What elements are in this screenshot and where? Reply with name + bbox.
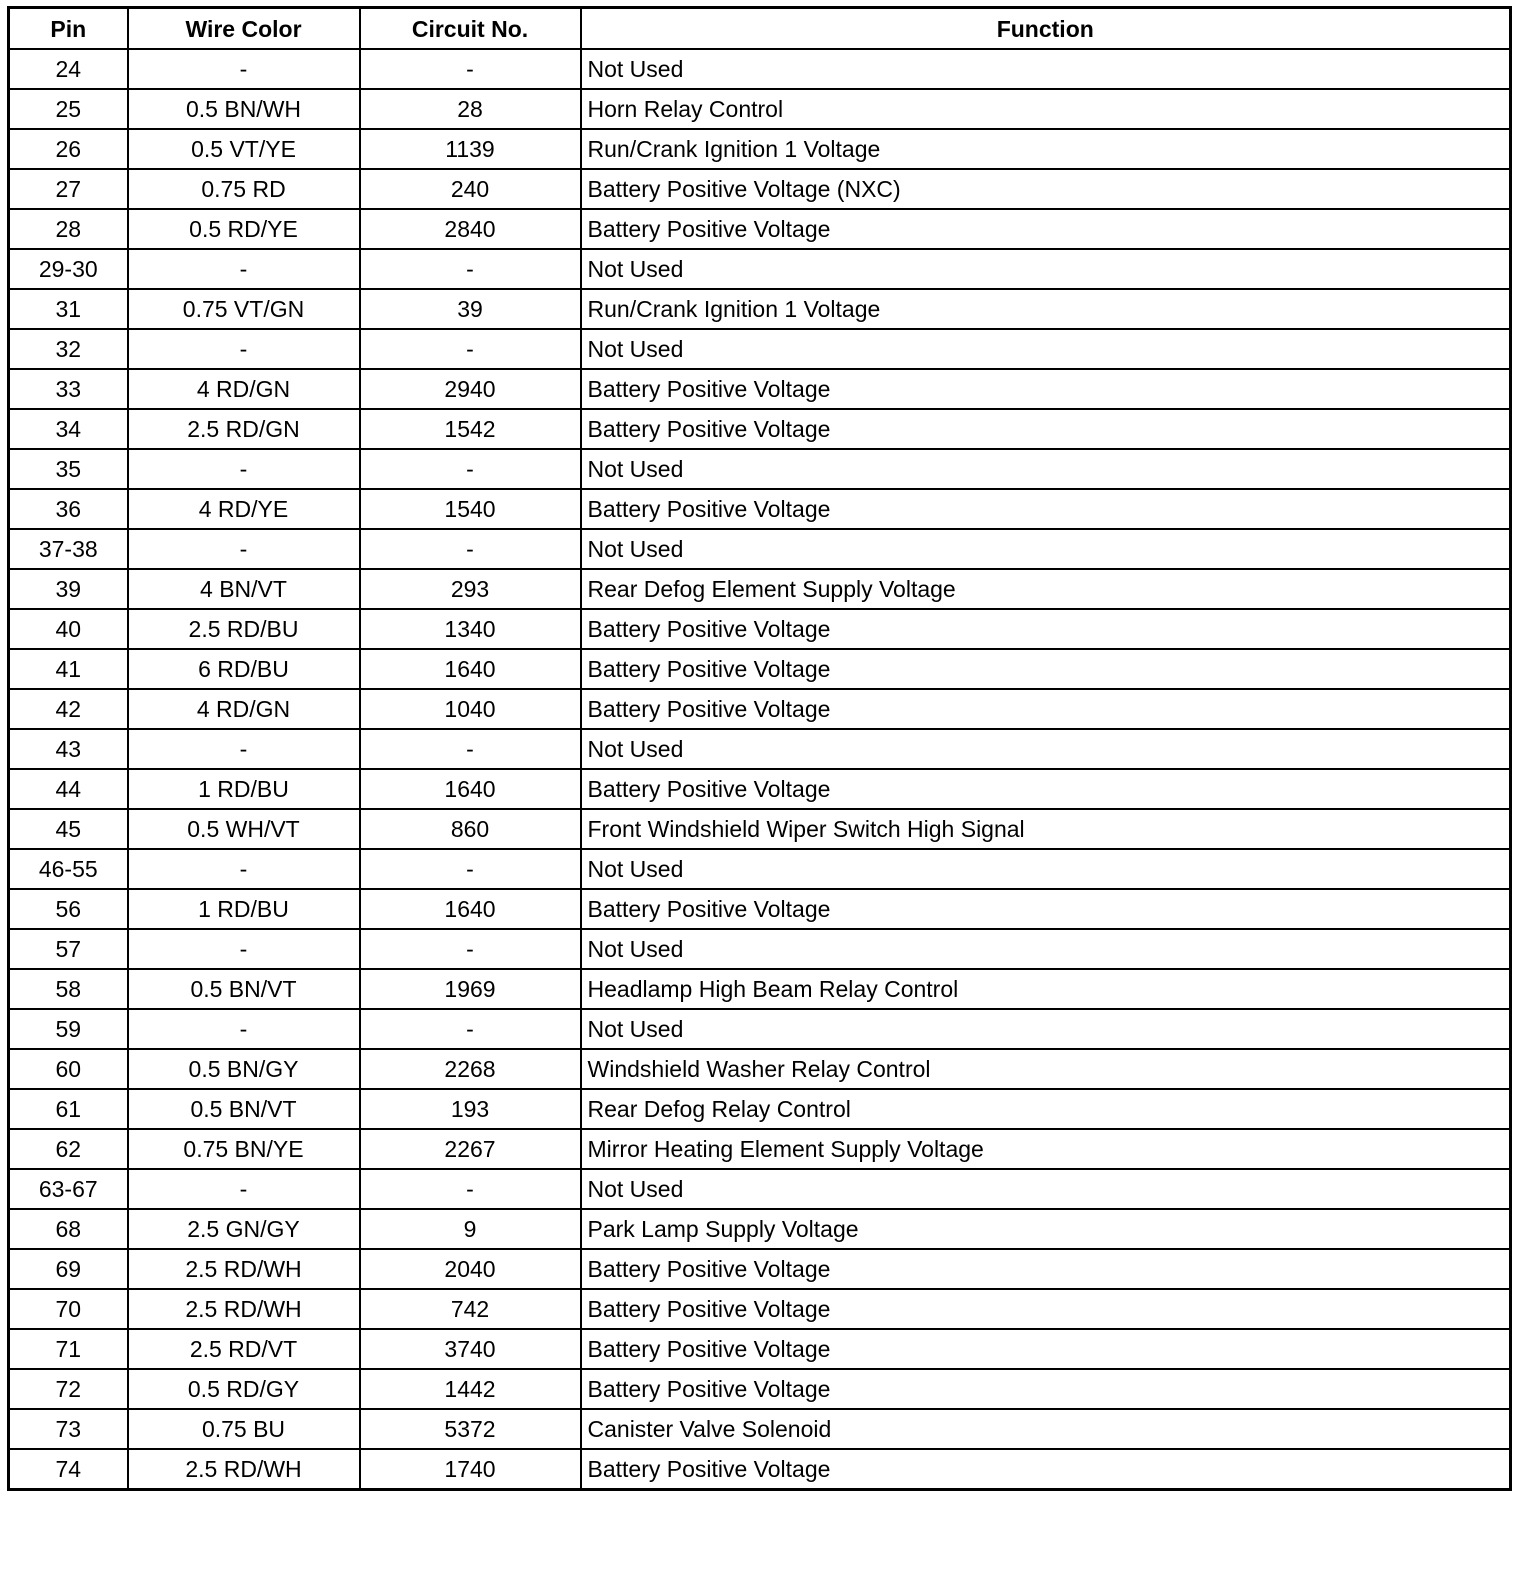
table-row: [9, 1449, 1511, 1490]
table-row: [9, 209, 1511, 249]
table-row: [9, 889, 1511, 929]
circuit-no-cell: -: [360, 249, 581, 289]
pin-cell: 60: [9, 1049, 128, 1089]
function-cell: Battery Positive Voltage: [581, 489, 1511, 529]
function-cell: Battery Positive Voltage: [581, 889, 1511, 929]
pin-cell: 36: [9, 489, 128, 529]
table-row: [9, 289, 1511, 329]
circuit-no-cell: 1969: [360, 969, 581, 1009]
wire-color-cell: 0.5 WH/VT: [128, 809, 360, 849]
table-row: [9, 809, 1511, 849]
wire-color-cell: -: [128, 729, 360, 769]
table-row: [9, 769, 1511, 809]
circuit-no-cell: -: [360, 729, 581, 769]
wire-color-cell: 6 RD/BU: [128, 649, 360, 689]
pin-cell: 34: [9, 409, 128, 449]
function-cell: Battery Positive Voltage: [581, 649, 1511, 689]
pin-cell: 41: [9, 649, 128, 689]
function-cell: Run/Crank Ignition 1 Voltage: [581, 129, 1511, 169]
function-cell: Battery Positive Voltage: [581, 1449, 1511, 1490]
pin-cell: 43: [9, 729, 128, 769]
circuit-no-cell: 240: [360, 169, 581, 209]
table-row: [9, 609, 1511, 649]
table-row: [9, 1129, 1511, 1169]
circuit-no-cell: -: [360, 449, 581, 489]
pin-cell: 74: [9, 1449, 128, 1490]
function-cell: Not Used: [581, 249, 1511, 289]
function-cell: Not Used: [581, 1009, 1511, 1049]
table-row: [9, 1089, 1511, 1129]
circuit-no-cell: 28: [360, 89, 581, 129]
circuit-no-cell: 39: [360, 289, 581, 329]
wire-color-cell: 0.5 RD/YE: [128, 209, 360, 249]
function-cell: Battery Positive Voltage: [581, 1329, 1511, 1369]
pin-cell: 32: [9, 329, 128, 369]
table-row: [9, 689, 1511, 729]
wire-color-cell: 2.5 RD/WH: [128, 1249, 360, 1289]
table-row: [9, 1249, 1511, 1289]
function-cell: Headlamp High Beam Relay Control: [581, 969, 1511, 1009]
function-cell: Not Used: [581, 729, 1511, 769]
function-cell: Battery Positive Voltage: [581, 1369, 1511, 1409]
circuit-no-cell: 860: [360, 809, 581, 849]
table-row: [9, 449, 1511, 489]
table-row: [9, 649, 1511, 689]
pin-cell: 73: [9, 1409, 128, 1449]
pin-cell: 58: [9, 969, 128, 1009]
circuit-no-cell: 1040: [360, 689, 581, 729]
pin-cell: 71: [9, 1329, 128, 1369]
circuit-no-cell: 1740: [360, 1449, 581, 1490]
table-row: [9, 529, 1511, 569]
table-row: [9, 929, 1511, 969]
function-cell: Battery Positive Voltage: [581, 769, 1511, 809]
wire-color-cell: 1 RD/BU: [128, 769, 360, 809]
function-cell: Windshield Washer Relay Control: [581, 1049, 1511, 1089]
circuit-no-cell: -: [360, 1169, 581, 1209]
wire-color-cell: 4 RD/GN: [128, 689, 360, 729]
pin-cell: 40: [9, 609, 128, 649]
wire-color-cell: 0.75 VT/GN: [128, 289, 360, 329]
circuit-no-cell: 742: [360, 1289, 581, 1329]
header-circuit-no: Circuit No.: [360, 8, 581, 50]
wire-color-cell: 0.5 RD/GY: [128, 1369, 360, 1409]
function-cell: Run/Crank Ignition 1 Voltage: [581, 289, 1511, 329]
wire-color-cell: 2.5 RD/BU: [128, 609, 360, 649]
wire-color-cell: 0.5 BN/WH: [128, 89, 360, 129]
table-row: [9, 1289, 1511, 1329]
pin-cell: 26: [9, 129, 128, 169]
header-pin: Pin: [9, 8, 128, 50]
wire-color-cell: 0.75 BN/YE: [128, 1129, 360, 1169]
pin-cell: 39: [9, 569, 128, 609]
function-cell: Canister Valve Solenoid: [581, 1409, 1511, 1449]
table-row: [9, 129, 1511, 169]
circuit-no-cell: 5372: [360, 1409, 581, 1449]
pin-cell: 31: [9, 289, 128, 329]
table-row: [9, 1209, 1511, 1249]
function-cell: Battery Positive Voltage: [581, 1249, 1511, 1289]
pin-cell: 45: [9, 809, 128, 849]
pin-cell: 28: [9, 209, 128, 249]
pin-cell: 42: [9, 689, 128, 729]
circuit-no-cell: 2267: [360, 1129, 581, 1169]
pin-cell: 25: [9, 89, 128, 129]
circuit-no-cell: 3740: [360, 1329, 581, 1369]
wire-color-cell: -: [128, 449, 360, 489]
function-cell: Horn Relay Control: [581, 89, 1511, 129]
header-wire-color: Wire Color: [128, 8, 360, 50]
circuit-no-cell: 2940: [360, 369, 581, 409]
circuit-no-cell: 9: [360, 1209, 581, 1249]
table-row: [9, 489, 1511, 529]
function-cell: Mirror Heating Element Supply Voltage: [581, 1129, 1511, 1169]
wire-color-cell: -: [128, 329, 360, 369]
pin-cell: 44: [9, 769, 128, 809]
pin-cell: 70: [9, 1289, 128, 1329]
function-cell: Battery Positive Voltage: [581, 1289, 1511, 1329]
table-row: [9, 849, 1511, 889]
pin-cell: 59: [9, 1009, 128, 1049]
header-row: [9, 8, 1511, 50]
function-cell: Not Used: [581, 329, 1511, 369]
table-row: [9, 1329, 1511, 1369]
pin-cell: 33: [9, 369, 128, 409]
pin-cell: 37-38: [9, 529, 128, 569]
circuit-no-cell: -: [360, 929, 581, 969]
table-row: [9, 1409, 1511, 1449]
circuit-no-cell: 1442: [360, 1369, 581, 1409]
pin-cell: 72: [9, 1369, 128, 1409]
wire-color-cell: 0.75 BU: [128, 1409, 360, 1449]
table-row: [9, 369, 1511, 409]
wire-color-cell: 4 RD/YE: [128, 489, 360, 529]
table-row: [9, 409, 1511, 449]
function-cell: Battery Positive Voltage: [581, 369, 1511, 409]
circuit-no-cell: 293: [360, 569, 581, 609]
wire-color-cell: 4 RD/GN: [128, 369, 360, 409]
circuit-no-cell: 193: [360, 1089, 581, 1129]
function-cell: Not Used: [581, 849, 1511, 889]
pin-cell: 56: [9, 889, 128, 929]
table-row: [9, 49, 1511, 89]
wire-color-cell: 0.5 VT/YE: [128, 129, 360, 169]
header-function: Function: [581, 8, 1511, 50]
table-row: [9, 729, 1511, 769]
pin-cell: 57: [9, 929, 128, 969]
pin-cell: 69: [9, 1249, 128, 1289]
circuit-no-cell: -: [360, 49, 581, 89]
function-cell: Not Used: [581, 929, 1511, 969]
table-row: [9, 249, 1511, 289]
table-row: [9, 1369, 1511, 1409]
circuit-no-cell: -: [360, 529, 581, 569]
circuit-no-cell: 1640: [360, 769, 581, 809]
circuit-no-cell: 2040: [360, 1249, 581, 1289]
function-cell: Not Used: [581, 49, 1511, 89]
circuit-no-cell: 1640: [360, 649, 581, 689]
pin-cell: 62: [9, 1129, 128, 1169]
function-cell: Battery Positive Voltage: [581, 609, 1511, 649]
function-cell: Not Used: [581, 1169, 1511, 1209]
wire-color-cell: 0.5 BN/VT: [128, 1089, 360, 1129]
table-row: [9, 1049, 1511, 1089]
circuit-no-cell: -: [360, 1009, 581, 1049]
pin-cell: 35: [9, 449, 128, 489]
wire-color-cell: 1 RD/BU: [128, 889, 360, 929]
function-cell: Rear Defog Relay Control: [581, 1089, 1511, 1129]
circuit-no-cell: -: [360, 849, 581, 889]
circuit-no-cell: 2268: [360, 1049, 581, 1089]
function-cell: Front Windshield Wiper Switch High Signal: [581, 809, 1511, 849]
table-row: [9, 969, 1511, 1009]
function-cell: Battery Positive Voltage: [581, 209, 1511, 249]
wire-color-cell: -: [128, 929, 360, 969]
wire-color-cell: 4 BN/VT: [128, 569, 360, 609]
function-cell: Rear Defog Element Supply Voltage: [581, 569, 1511, 609]
wire-color-cell: -: [128, 1009, 360, 1049]
circuit-no-cell: 1340: [360, 609, 581, 649]
circuit-no-cell: -: [360, 329, 581, 369]
function-cell: Not Used: [581, 529, 1511, 569]
pin-cell: 46-55: [9, 849, 128, 889]
function-cell: Not Used: [581, 449, 1511, 489]
table-row: [9, 89, 1511, 129]
pin-cell: 68: [9, 1209, 128, 1249]
table-row: [9, 169, 1511, 209]
wire-color-cell: 2.5 GN/GY: [128, 1209, 360, 1249]
wire-color-cell: -: [128, 849, 360, 889]
wire-color-cell: 0.5 BN/GY: [128, 1049, 360, 1089]
pin-cell: 63-67: [9, 1169, 128, 1209]
function-cell: Battery Positive Voltage: [581, 409, 1511, 449]
function-cell: Battery Positive Voltage (NXC): [581, 169, 1511, 209]
wire-color-cell: 2.5 RD/VT: [128, 1329, 360, 1369]
circuit-no-cell: 1139: [360, 129, 581, 169]
table-row: [9, 1169, 1511, 1209]
pin-cell: 61: [9, 1089, 128, 1129]
table-row: [9, 569, 1511, 609]
wire-color-cell: -: [128, 1169, 360, 1209]
wire-color-cell: 2.5 RD/WH: [128, 1289, 360, 1329]
table-body: [9, 49, 1511, 1490]
table-row: [9, 329, 1511, 369]
wire-color-cell: 2.5 RD/WH: [128, 1449, 360, 1490]
table-header: [9, 8, 1511, 50]
wire-color-cell: 0.75 RD: [128, 169, 360, 209]
wire-color-cell: -: [128, 49, 360, 89]
pin-cell: 24: [9, 49, 128, 89]
function-cell: Park Lamp Supply Voltage: [581, 1209, 1511, 1249]
pin-cell: 29-30: [9, 249, 128, 289]
function-cell: Battery Positive Voltage: [581, 689, 1511, 729]
wire-color-cell: 0.5 BN/VT: [128, 969, 360, 1009]
circuit-no-cell: 1540: [360, 489, 581, 529]
wire-color-cell: -: [128, 529, 360, 569]
pin-cell: 27: [9, 169, 128, 209]
wire-color-cell: -: [128, 249, 360, 289]
wire-color-cell: 2.5 RD/GN: [128, 409, 360, 449]
table-row: [9, 1009, 1511, 1049]
circuit-no-cell: 1542: [360, 409, 581, 449]
circuit-no-cell: 1640: [360, 889, 581, 929]
connector-pin-table: [7, 6, 1512, 1491]
circuit-no-cell: 2840: [360, 209, 581, 249]
